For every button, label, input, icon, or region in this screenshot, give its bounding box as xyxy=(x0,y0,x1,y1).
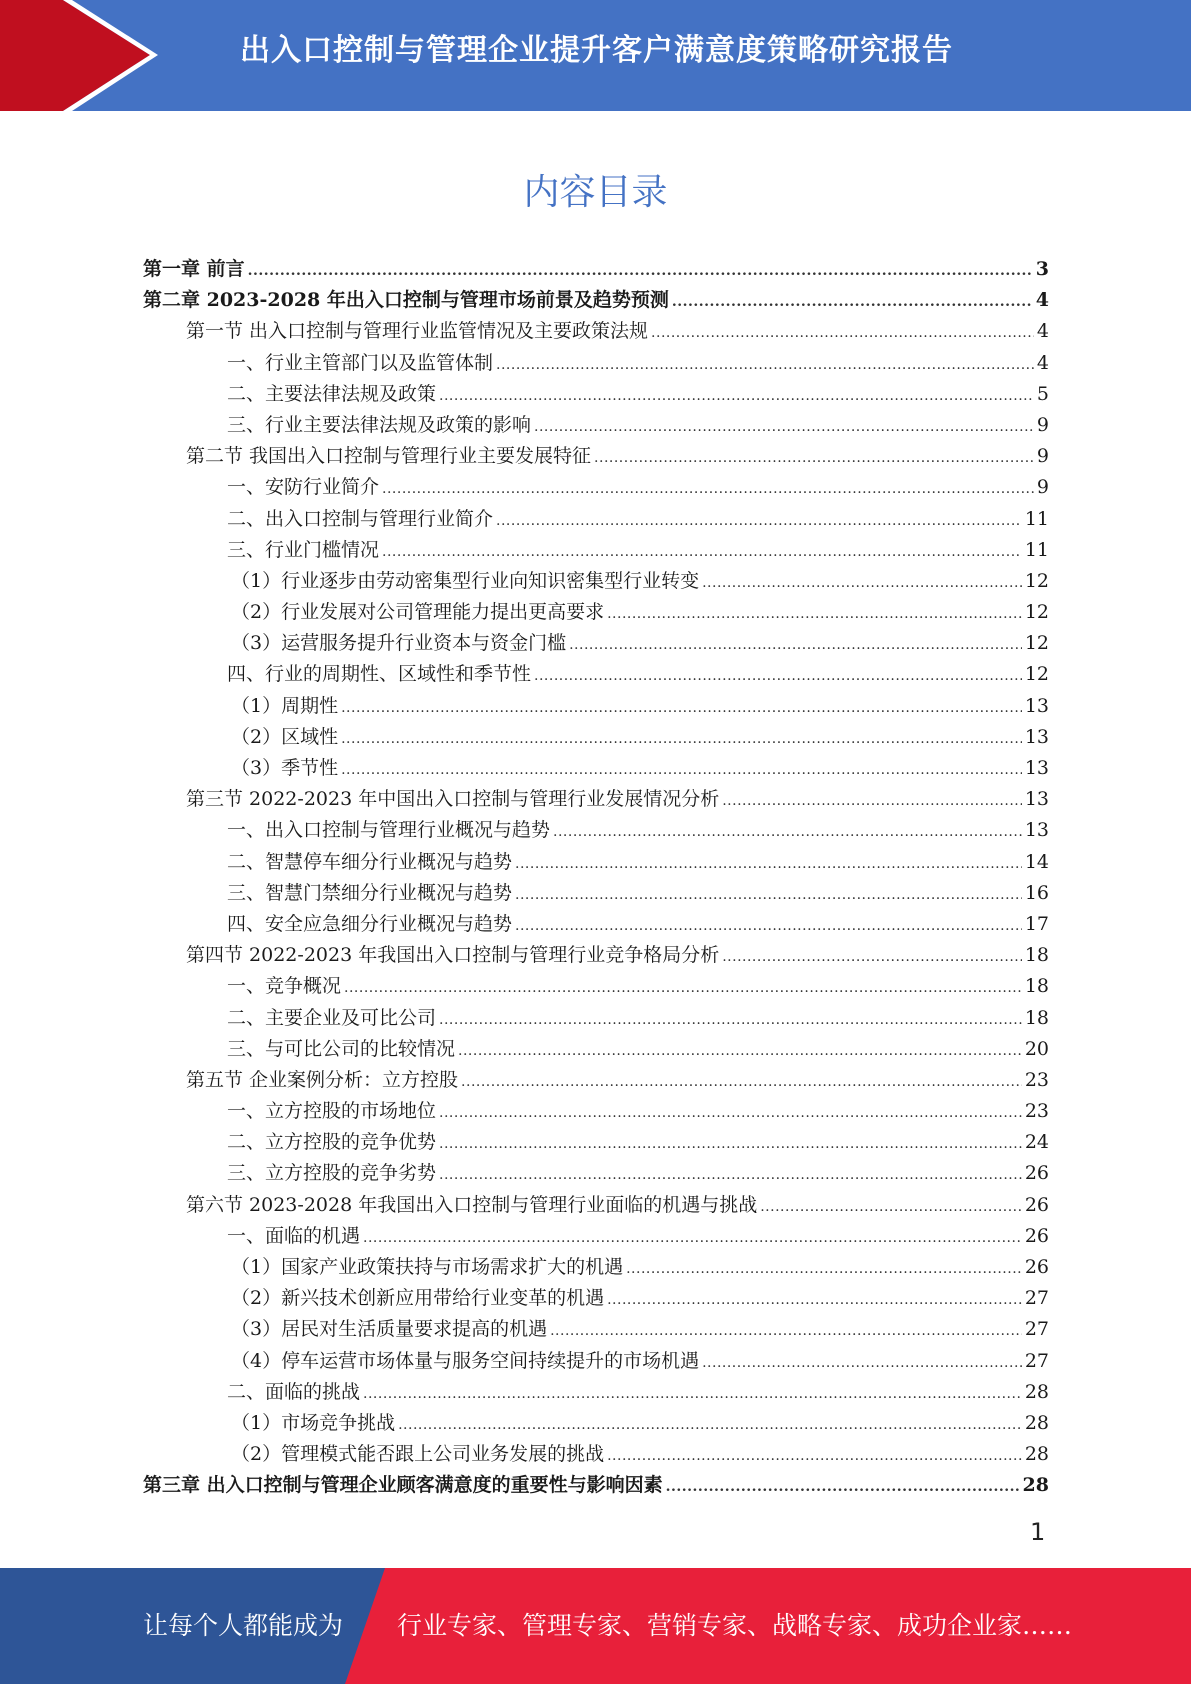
toc-entry-title: 四、行业的周期性、区域性和季节性 xyxy=(227,663,532,686)
toc-page-number: 26 xyxy=(1024,1193,1049,1216)
toc-dot-leader xyxy=(439,381,1034,410)
toc-dot-leader xyxy=(344,973,1022,1002)
toc-page-number: 5 xyxy=(1036,382,1049,405)
toc-entry-title: 第二节 我国出入口控制与管理行业主要发展特征 xyxy=(186,445,592,468)
toc-entry-title: 第四节 2022-2023 年我国出入口控制与管理行业竞争格局分析 xyxy=(186,944,720,967)
toc-entry[interactable] xyxy=(143,722,1049,753)
page-header xyxy=(0,0,1191,111)
report-title: 出入口控制与管理企业提升客户满意度策略研究报告 xyxy=(240,33,953,68)
toc-entry[interactable] xyxy=(143,1439,1049,1470)
toc-dot-leader xyxy=(382,474,1034,503)
toc-page-number: 27 xyxy=(1024,1349,1049,1372)
toc-page-number: 9 xyxy=(1036,413,1049,436)
toc-dot-leader xyxy=(550,1316,1022,1345)
table-of-contents xyxy=(143,254,1049,1502)
toc-dot-leader xyxy=(496,506,1022,535)
toc-entry-title: （2）新兴技术创新应用带给行业变革的机遇 xyxy=(231,1287,605,1310)
toc-entry[interactable] xyxy=(143,379,1049,410)
toc-dot-leader xyxy=(760,1192,1022,1221)
toc-page-number: 13 xyxy=(1024,725,1049,748)
toc-page-number: 23 xyxy=(1024,1068,1049,1091)
toc-entry[interactable] xyxy=(143,784,1049,815)
toc-entry-title: 三、智慧门禁细分行业概况与趋势 xyxy=(227,881,513,904)
toc-entry-title: 第一章 前言 xyxy=(143,258,245,280)
toc-entry-title: 三、立方控股的竞争劣势 xyxy=(227,1162,437,1185)
toc-entry[interactable] xyxy=(143,1377,1049,1408)
toc-dot-leader xyxy=(341,693,1022,722)
toc-entry-title: 一、面临的机遇 xyxy=(227,1224,361,1247)
toc-entry-title: （2）管理模式能否跟上公司业务发展的挑战 xyxy=(231,1443,605,1466)
toc-entry-title: 第一节 出入口控制与管理行业监管情况及主要政策法规 xyxy=(186,320,649,343)
toc-entry[interactable] xyxy=(143,1003,1049,1034)
toc-dot-leader xyxy=(626,1254,1022,1283)
toc-entry[interactable] xyxy=(143,1346,1049,1377)
toc-entry-title: （4）停车运营市场体量与服务空间持续提升的市场机遇 xyxy=(231,1349,700,1372)
toc-page-number: 12 xyxy=(1024,569,1049,592)
toc-entry[interactable] xyxy=(143,753,1049,784)
toc-dot-leader xyxy=(458,1036,1022,1065)
toc-entry[interactable] xyxy=(143,504,1049,535)
toc-dot-leader xyxy=(607,1285,1022,1314)
toc-dot-leader xyxy=(702,1348,1022,1377)
toc-entry[interactable] xyxy=(143,566,1049,597)
toc-entry[interactable] xyxy=(143,1408,1049,1439)
toc-entry-title: 三、行业门槛情况 xyxy=(227,538,380,561)
toc-page-number: 12 xyxy=(1024,601,1049,624)
toc-entry[interactable] xyxy=(143,878,1049,909)
toc-entry-title: （2）行业发展对公司管理能力提出更高要求 xyxy=(231,601,605,624)
toc-entry-title: 第三节 2022-2023 年中国出入口控制与管理行业发展情况分析 xyxy=(186,788,720,811)
toc-dot-leader xyxy=(363,1223,1022,1252)
toc-entry-title: 第三章 出入口控制与管理企业顾客满意度的重要性与影响因素 xyxy=(143,1474,663,1497)
toc-entry[interactable] xyxy=(143,1190,1049,1221)
toc-dot-leader xyxy=(666,1472,1020,1501)
toc-dot-leader xyxy=(341,724,1022,753)
toc-entry-title: （1）周期性 xyxy=(231,694,339,717)
toc-entry[interactable] xyxy=(143,316,1049,347)
toc-entry-title: 一、出入口控制与管理行业概况与趋势 xyxy=(227,819,551,842)
toc-dot-leader xyxy=(672,287,1033,316)
toc-entry[interactable] xyxy=(143,628,1049,659)
toc-page-number: 13 xyxy=(1024,694,1049,717)
toc-page-number: 4 xyxy=(1036,351,1049,374)
toc-entry-title: （3）运营服务提升行业资本与资金门槛 xyxy=(231,632,567,655)
toc-entry-title: （1）市场竞争挑战 xyxy=(231,1411,396,1434)
toc-entry[interactable] xyxy=(143,847,1049,878)
toc-entry-title: 一、竞争概况 xyxy=(227,975,342,998)
toc-entry[interactable] xyxy=(143,597,1049,628)
toc-page-number: 27 xyxy=(1024,1318,1049,1341)
toc-entry-title: （1）行业逐步由劳动密集型行业向知识密集型行业转变 xyxy=(231,569,700,592)
toc-entry[interactable] xyxy=(143,472,1049,503)
toc-entry-title: 第五节 企业案例分析：立方控股 xyxy=(186,1068,459,1091)
toc-dot-leader xyxy=(594,443,1034,472)
toc-entry-title: 一、行业主管部门以及监管体制 xyxy=(227,351,494,374)
toc-entry[interactable] xyxy=(143,285,1049,316)
toc-page-number: 12 xyxy=(1024,632,1049,655)
toc-entry[interactable] xyxy=(143,1314,1049,1345)
toc-entry[interactable] xyxy=(143,348,1049,379)
toc-dot-leader xyxy=(382,537,1022,566)
toc-page-number: 28 xyxy=(1024,1411,1049,1434)
toc-page-number: 4 xyxy=(1035,289,1049,312)
toc-entry[interactable] xyxy=(143,1158,1049,1189)
toc-entry-title: 二、智慧停车细分行业概况与趋势 xyxy=(227,850,513,873)
toc-entry-title: 三、行业主要法律法规及政策的影响 xyxy=(227,413,532,436)
page-footer xyxy=(0,1568,1191,1684)
toc-page-number: 9 xyxy=(1036,476,1049,499)
toc-dot-leader xyxy=(439,1098,1022,1127)
toc-page-number: 26 xyxy=(1024,1256,1049,1278)
toc-page-number: 4 xyxy=(1036,320,1049,343)
toc-page-number: 26 xyxy=(1024,1224,1049,1247)
toc-dot-leader xyxy=(607,599,1022,628)
toc-page-number: 17 xyxy=(1024,912,1049,935)
toc-page-number: 23 xyxy=(1024,1100,1049,1123)
toc-entry[interactable] xyxy=(143,659,1049,690)
toc-page-number: 11 xyxy=(1024,538,1049,561)
toc-entry[interactable] xyxy=(143,410,1049,441)
toc-dot-leader xyxy=(607,1441,1022,1470)
toc-dot-leader xyxy=(439,1005,1022,1034)
toc-dot-leader xyxy=(534,661,1022,690)
toc-page-number: 13 xyxy=(1024,819,1049,842)
toc-dot-leader xyxy=(363,1379,1022,1408)
toc-page-number: 13 xyxy=(1024,788,1049,811)
footer-slogan-left: 让每个人都能成为 xyxy=(143,1611,344,1640)
toc-page-number: 11 xyxy=(1024,507,1049,530)
toc-page-number: 26 xyxy=(1024,1162,1049,1185)
toc-dot-leader xyxy=(439,1160,1022,1189)
toc-dot-leader xyxy=(439,1129,1022,1158)
toc-page-number: 12 xyxy=(1024,663,1049,686)
toc-entry-title: 二、主要企业及可比公司 xyxy=(227,1006,437,1029)
toc-page-number: 14 xyxy=(1024,850,1049,873)
toc-entry-title: 第二章 2023-2028 年出入口控制与管理市场前景及趋势预测 xyxy=(143,289,669,312)
toc-dot-leader xyxy=(702,568,1022,597)
toc-entry-title: （3）季节性 xyxy=(231,757,339,779)
toc-entry[interactable] xyxy=(143,815,1049,846)
page-number: 1 xyxy=(1030,1518,1046,1546)
toc-dot-leader xyxy=(496,350,1034,379)
toc-dot-leader xyxy=(398,1410,1022,1439)
toc-entry-title: 一、安防行业简介 xyxy=(227,476,380,499)
toc-page-number: 13 xyxy=(1024,757,1049,779)
toc-dot-leader xyxy=(553,817,1022,846)
toc-entry[interactable] xyxy=(143,909,1049,940)
toc-entry-title: 二、出入口控制与管理行业简介 xyxy=(227,507,494,530)
toc-entry[interactable] xyxy=(143,1221,1049,1252)
toc-dot-leader xyxy=(515,849,1022,878)
toc-entry-title: 二、面临的挑战 xyxy=(227,1380,361,1403)
toc-entry[interactable] xyxy=(143,1065,1049,1096)
toc-entry[interactable] xyxy=(143,1127,1049,1158)
toc-page-number: 20 xyxy=(1024,1037,1049,1060)
toc-entry-title: 二、主要法律法规及政策 xyxy=(227,382,437,405)
toc-entry[interactable] xyxy=(143,441,1049,472)
toc-page-number: 28 xyxy=(1024,1443,1049,1466)
toc-entry[interactable] xyxy=(143,1252,1049,1283)
toc-page-number: 18 xyxy=(1024,944,1049,967)
toc-entry[interactable] xyxy=(143,691,1049,722)
toc-entry[interactable] xyxy=(143,1034,1049,1065)
toc-entry-title: （1）国家产业政策扶持与市场需求扩大的机遇 xyxy=(231,1256,624,1278)
toc-entry[interactable] xyxy=(143,971,1049,1002)
toc-page-number: 24 xyxy=(1024,1131,1049,1154)
toc-dot-leader xyxy=(341,755,1022,784)
toc-entry[interactable] xyxy=(143,535,1049,566)
toc-page-number: 28 xyxy=(1024,1380,1049,1403)
toc-dot-leader xyxy=(569,630,1022,659)
toc-entry[interactable] xyxy=(143,940,1049,971)
toc-page-number: 28 xyxy=(1022,1474,1049,1497)
toc-entry[interactable] xyxy=(143,1283,1049,1314)
toc-entry-title: （3）居民对生活质量要求提高的机遇 xyxy=(231,1318,548,1341)
toc-dot-leader xyxy=(515,911,1022,940)
toc-entry[interactable] xyxy=(143,1096,1049,1127)
toc-entry-title: 二、立方控股的竞争优势 xyxy=(227,1131,437,1154)
toc-page-number: 9 xyxy=(1036,445,1049,468)
toc-entry-title: 一、立方控股的市场地位 xyxy=(227,1100,437,1123)
toc-dot-leader xyxy=(534,412,1034,441)
toc-entry-title: （2）区域性 xyxy=(231,725,339,748)
toc-page-number: 27 xyxy=(1024,1287,1049,1310)
toc-page-number: 18 xyxy=(1024,975,1049,998)
toc-page-number: 16 xyxy=(1024,881,1049,904)
toc-entry-title: 第六节 2023-2028 年我国出入口控制与管理行业面临的机遇与挑战 xyxy=(186,1193,758,1216)
toc-dot-leader xyxy=(722,786,1022,815)
toc-entry-title: 三、与可比公司的比较情况 xyxy=(227,1037,456,1060)
toc-entry[interactable] xyxy=(143,254,1049,285)
footer-slogan-right: 行业专家、管理专家、营销专家、战略专家、成功企业家…… xyxy=(397,1611,1073,1640)
toc-entry-title: 四、安全应急细分行业概况与趋势 xyxy=(227,912,513,935)
toc-dot-leader xyxy=(461,1067,1022,1096)
toc-entry[interactable] xyxy=(143,1470,1049,1501)
toc-dot-leader xyxy=(722,942,1022,971)
toc-heading: 内容目录 xyxy=(523,172,668,213)
toc-page-number: 3 xyxy=(1035,258,1049,280)
toc-dot-leader xyxy=(515,880,1022,909)
toc-dot-leader xyxy=(248,256,1033,285)
toc-dot-leader xyxy=(651,318,1034,347)
toc-page-number: 18 xyxy=(1024,1006,1049,1029)
